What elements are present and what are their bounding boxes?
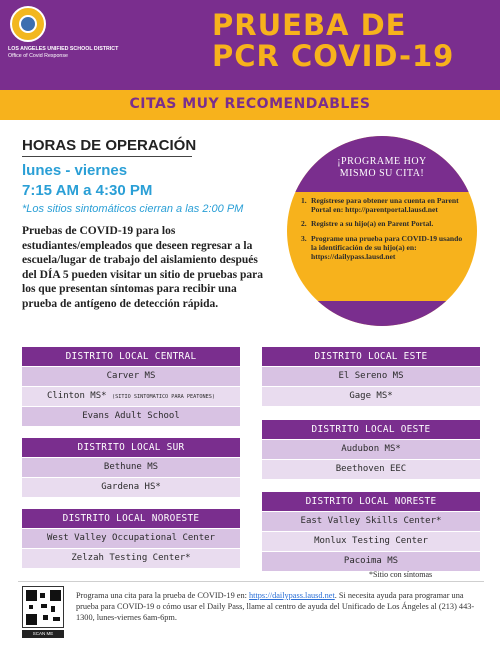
title-line-2: PCR COVID-19 — [212, 39, 455, 73]
district-header: DISTRITO LOCAL CENTRAL — [22, 347, 240, 366]
site-row: Gardena HS* — [22, 478, 240, 497]
steps-list — [301, 196, 467, 266]
district-name: LOS ANGELES UNIFIED SCHOOL DISTRICT — [8, 46, 119, 52]
footer-text — [76, 590, 488, 623]
site-row: Carver MS — [22, 367, 240, 386]
district-header: DISTRITO LOCAL OESTE — [262, 420, 480, 439]
site-row: Gage MS* — [262, 387, 480, 406]
site-row: West Valley Occupational Center — [22, 529, 240, 548]
step-text: Regístrese para obtener una cuenta en Parent Portal en: http://parentportal.lausd.net — [311, 196, 459, 215]
site-row — [22, 387, 240, 406]
step-item — [301, 219, 467, 228]
site-row: Beethoven EEC — [262, 460, 480, 479]
office-name: Office of Covid Response — [8, 53, 68, 59]
district-header: DISTRITO LOCAL SUR — [22, 438, 240, 457]
step-item — [301, 234, 467, 262]
site-row: Audubon MS* — [262, 440, 480, 459]
site-note: (SITIO SINTOMATICO PARA PEATONES) — [111, 394, 216, 400]
district-este — [262, 347, 480, 406]
symptom-site-footnote: *Sitio con síntomas — [369, 570, 433, 579]
step-number: 2. — [301, 219, 307, 229]
scan-me-label: SCAN ME — [22, 630, 64, 638]
lausd-seal-icon — [10, 6, 46, 42]
symptomatic-note: *Los sitios sintomáticos cierran a las 2:00 PM — [22, 203, 244, 215]
site-row: Monlux Testing Center — [262, 532, 480, 551]
step-text: Registre a su hijo(a) en Parent Portal. — [311, 219, 434, 229]
hours-time: 7:15 AM a 4:30 PM — [22, 182, 153, 199]
site-name: Clinton MS* — [46, 391, 107, 401]
hours-title: HORAS DE OPERACIÓN — [22, 137, 197, 154]
banner-text: CITAS MUY RECOMENDABLES — [129, 96, 371, 112]
step-text: Programe una prueba para COVID-19 usando la identificación de su hijo(a) en: https://dailypass.lausd.net — [311, 233, 463, 262]
page-title — [200, 10, 500, 72]
circle-heading-line-2: MISMO SU CITA! — [339, 168, 425, 179]
site-row: El Sereno MS — [262, 367, 480, 386]
site-row: Zelzah Testing Center* — [22, 549, 240, 568]
footer-text-start: Programa una cita para la prueba de COVID-19 en: — [76, 591, 250, 600]
schedule-circle — [287, 136, 477, 326]
circle-heading-line-1: ¡PROGRAME HOY — [337, 156, 427, 167]
testing-description: Pruebas de COVID-19 para los estudiantes/empleados que deseen regresar a la escuela/lugar de trabajo del aislamiento después del DÍA 5 pueden visitar un sitio de pruebas para los que presentan síntomas para recibir una prueba de antígeno de detección rápida. — [22, 225, 264, 310]
step-number: 3. — [301, 233, 307, 243]
step-item — [301, 196, 467, 214]
site-row: Bethune MS — [22, 458, 240, 477]
district-sur — [22, 438, 240, 497]
seal-center — [19, 15, 37, 33]
footer-divider — [18, 581, 484, 582]
hours-divider — [22, 156, 192, 157]
site-row: Evans Adult School — [22, 407, 240, 426]
district-header: DISTRITO LOCAL NOROESTE — [22, 509, 240, 528]
district-noroeste — [22, 509, 240, 568]
circle-heading — [287, 156, 477, 180]
qr-code-icon — [22, 586, 64, 628]
title-line-1: PRUEBA DE — [212, 8, 407, 42]
site-row: East Valley Skills Center* — [262, 512, 480, 531]
district-header: DISTRITO LOCAL ESTE — [262, 347, 480, 366]
district-oeste — [262, 420, 480, 479]
circle-bottom-band — [287, 301, 477, 326]
district-header: DISTRITO LOCAL NORESTE — [262, 492, 480, 511]
district-noreste — [262, 492, 480, 571]
hours-days: lunes - viernes — [22, 162, 128, 179]
step-number: 1. — [301, 196, 307, 205]
dailypass-link[interactable]: https://dailypass.lausd.net — [249, 591, 335, 600]
district-central — [22, 347, 240, 426]
footer-text-end: . Si necesita ayuda para programar una prueba para COVID-19 o cómo usar el Daily Pass, llame al centro de ayuda del Unificado de Los Ángeles al (213) 443-1300, lunes-viernes 6am-6pm. — [76, 591, 475, 622]
site-row: Pacoima MS — [262, 552, 480, 571]
